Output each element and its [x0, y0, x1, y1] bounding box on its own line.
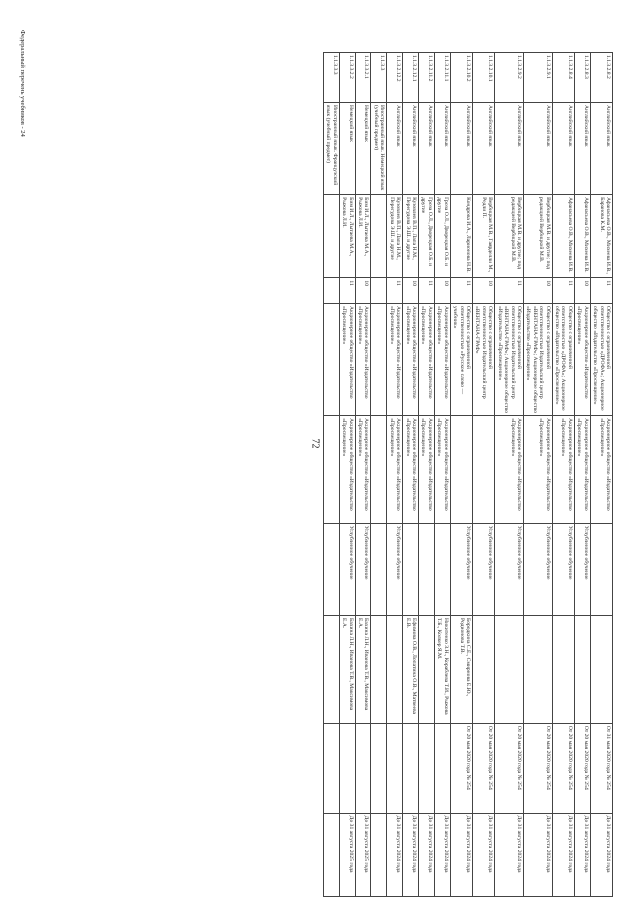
- cell-pub2: Акционерное общество «Издательство «Просвещение»: [339, 416, 355, 524]
- cell-publisher: Общество с ограниченной ответственностью Издательский центр «ВЕНТАНА-ГРАФ»: [472, 303, 494, 415]
- textbook-table: [323, 52, 613, 897]
- cell-publisher: Акционерное общество «Издательство «Просвещение»: [387, 303, 403, 415]
- cell-status: [434, 523, 450, 615]
- cell-until: До 31 августа 2024 года: [472, 813, 494, 896]
- cell-grade: 10: [403, 278, 419, 304]
- cell-status: Углубленное обучение: [495, 523, 524, 615]
- cell-publisher: Общество с ограниченной ответственностью «Русское слово — учебник»: [450, 303, 472, 415]
- table-body: [323, 53, 612, 897]
- cell-status: [323, 523, 339, 615]
- cell-pub2: [323, 416, 339, 524]
- cell-subject: Английский язык: [387, 102, 403, 194]
- cell-status: [403, 523, 419, 615]
- cell-experts: [495, 616, 524, 724]
- cell-status: Углубленное обучение: [355, 523, 371, 615]
- cell-date: От 20 мая 2020 года № 254: [450, 723, 472, 813]
- cell-experts: Бахина Л.Н., Иванова Т.В., Максимова Е.А.: [339, 616, 355, 724]
- cell-code: 1.1.3.3: [371, 53, 387, 103]
- table-row: [339, 53, 355, 897]
- cell-publisher: Общество с ограниченной ответственностью «ДРОФА»; Акционерное общество «Издательство «Просвещение»: [552, 303, 574, 415]
- cell-pub2: [371, 416, 387, 524]
- cell-grade: 11: [552, 278, 574, 304]
- table-row: [472, 53, 494, 897]
- cell-experts: [419, 616, 435, 724]
- cell-experts: [523, 616, 552, 724]
- table-row: [371, 53, 387, 897]
- cell-publisher: Общество с ограниченной ответственностью Издательский центр «ВЕНТАНА-ГРАФ»; Акционерное общество «Издательство «Просвещение»: [523, 303, 552, 415]
- cell-status: Углубленное обучение: [472, 523, 494, 615]
- table-row: [495, 53, 524, 897]
- cell-subject: Английский язык: [472, 102, 494, 194]
- cell-code: 1.1.3.2.11.2: [419, 53, 435, 103]
- cell-experts: Бородкина С.Е., Смирнова Е.Ю., Родионова Т.В.: [450, 616, 472, 724]
- cell-authors: Кузовлев В.П., Лапа Н.М., Перегудова Э.Ш. и другие: [387, 195, 403, 278]
- cell-authors: Вербицкая М.В. и другие; под редакцией Вербицкой М.В.: [495, 195, 524, 278]
- cell-grade: [323, 278, 339, 304]
- table-row: [523, 53, 552, 897]
- table-row: [450, 53, 472, 897]
- cell-code: 1.1.3.2.8.2: [590, 53, 612, 103]
- rotated-table-wrapper: [63, 52, 613, 897]
- side-title-text: Федеральный перечень учебников - 24: [19, 30, 26, 137]
- cell-publisher: Акционерное общество «Издательство «Просвещение»: [403, 303, 419, 415]
- cell-subject: Английский язык: [403, 102, 419, 194]
- cell-status: [419, 523, 435, 615]
- cell-pub2: Акционерное общество «Издательство «Просвещение»: [387, 416, 403, 524]
- cell-date: От 20 мая 2020 года № 254: [574, 723, 590, 813]
- table-row: [323, 53, 339, 897]
- cell-subject: Английский язык: [495, 102, 524, 194]
- cell-pub2: Акционерное общество «Издательство «Просвещение»: [590, 416, 612, 524]
- cell-publisher: Акционерное общество «Издательство «Просвещение»: [355, 303, 371, 415]
- cell-until: [371, 813, 387, 896]
- cell-experts: [574, 616, 590, 724]
- cell-publisher: Акционерное общество «Издательство «Просвещение»: [574, 303, 590, 415]
- cell-pub2: [472, 416, 494, 524]
- cell-date: От 20 мая 2020 года № 254: [495, 723, 524, 813]
- cell-grade: 10: [523, 278, 552, 304]
- cell-code: 1.1.3.2.12.2: [387, 53, 403, 103]
- cell-experts: [323, 616, 339, 724]
- cell-experts: Никитенко З.Н., Кораблева Т.И., Рыжова Т.Б., Колкер Я.М.: [434, 616, 450, 724]
- cell-authors: [323, 195, 339, 278]
- cell-code: 1.1.3.3.2.2: [339, 53, 355, 103]
- cell-status: Углубленное обучение: [450, 523, 472, 615]
- cell-date: [434, 723, 450, 813]
- cell-pub2: Акционерное общество «Издательство «Просвещение»: [419, 416, 435, 524]
- cell-code: 1.1.3.2.10.1: [472, 53, 494, 103]
- cell-publisher: [371, 303, 387, 415]
- cell-pub2: Акционерное общество «Издательство «Просвещение»: [523, 416, 552, 524]
- cell-experts: [387, 616, 403, 724]
- cell-publisher: Общество с ограниченной ответственностью «ДРОФА»; Акционерное общество «Издательство «Просвещение»: [590, 303, 612, 415]
- cell-authors: Гроза О.Л., Дворецкая О.Б. и другие: [419, 195, 435, 278]
- cell-subject: Английский язык: [523, 102, 552, 194]
- cell-date: [339, 723, 355, 813]
- cell-grade: 11: [339, 278, 355, 304]
- cell-experts: [371, 616, 387, 724]
- cell-authors: Кондрова И.А., Ларионова Н.В.: [450, 195, 472, 278]
- cell-status: [371, 523, 387, 615]
- cell-until: До 31 августа 2025 года: [339, 813, 355, 896]
- cell-authors: Вербицкая М.В., Гаярделли М., Редли П.: [472, 195, 494, 278]
- cell-grade: 11: [495, 278, 524, 304]
- cell-until: До 31 августа 2024 года: [552, 813, 574, 896]
- table-row: [403, 53, 419, 897]
- cell-authors: Гроза О.Л., Дворецкая О.Б. и другие: [434, 195, 450, 278]
- cell-status: Углубленное обучение: [339, 523, 355, 615]
- table-row: [434, 53, 450, 897]
- cell-subject: Немецкий язык: [339, 102, 355, 194]
- cell-pub2: Акционерное общество «Издательство «Просвещение»: [403, 416, 419, 524]
- cell-until: До 31 августа 2024 года: [403, 813, 419, 896]
- cell-code: 1.1.3.2.10.2: [450, 53, 472, 103]
- cell-code: 1.1.3.3.2.1: [355, 53, 371, 103]
- table-row: [552, 53, 574, 897]
- cell-until: До 31 августа 2024 года: [434, 813, 450, 896]
- cell-grade: 11: [590, 278, 612, 304]
- cell-grade: [371, 278, 387, 304]
- cell-pub2: Акционерное общество «Издательство «Просвещение»: [355, 416, 371, 524]
- cell-date: [371, 723, 387, 813]
- table-row: [590, 53, 612, 897]
- cell-grade: 11: [419, 278, 435, 304]
- cell-code: 1.1.3.2.9.1: [523, 53, 552, 103]
- cell-subject: Английский язык: [590, 102, 612, 194]
- cell-status: Углубленное обучение: [387, 523, 403, 615]
- cell-date: [387, 723, 403, 813]
- cell-until: До 31 августа 2024 года: [419, 813, 435, 896]
- cell-pub2: Акционерное общество «Издательство «Просвещение»: [574, 416, 590, 524]
- cell-date: [323, 723, 339, 813]
- cell-status: Углубленное обучение: [552, 523, 574, 615]
- cell-authors: Афанасьева О.В., Михеева И.В.: [574, 195, 590, 278]
- cell-pub2: [450, 416, 472, 524]
- cell-until: До 31 августа 2024 года: [523, 813, 552, 896]
- cell-date: От 20 мая 2020 года № 254: [523, 723, 552, 813]
- cell-code: 1.1.3.2.12.1: [403, 53, 419, 103]
- side-title: [6, 30, 30, 890]
- page-number: 72: [309, 438, 321, 449]
- cell-authors: Афанасьева О.В., Михеева И.В., Баранова К.М.: [590, 195, 612, 278]
- cell-authors: Вербицкая М.В. и другие; под редакцией Вербицкой М.В.: [523, 195, 552, 278]
- table-row: [419, 53, 435, 897]
- table-row: [387, 53, 403, 897]
- cell-publisher: Общество с ограниченной ответственностью Издательский центр «ВЕНТАНА-ГРАФ»; Акционерное общество «Издательство «Просвещение»: [495, 303, 524, 415]
- cell-until: До 31 августа 2024 года: [590, 813, 612, 896]
- cell-pub2: Акционерное общество «Издательство «Просвещение»: [495, 416, 524, 524]
- cell-code: 1.1.3.3.3: [323, 53, 339, 103]
- cell-date: [355, 723, 371, 813]
- cell-publisher: [323, 303, 339, 415]
- cell-until: До 31 августа 2024 года: [450, 813, 472, 896]
- cell-date: [403, 723, 419, 813]
- cell-date: [419, 723, 435, 813]
- cell-subject: Английский язык: [434, 102, 450, 194]
- cell-subject: Английский язык: [450, 102, 472, 194]
- cell-subject: Иностранный язык. Немецкий язык (учебный предмет): [371, 102, 387, 194]
- cell-experts: [590, 616, 612, 724]
- cell-publisher: Акционерное общество «Издательство «Просвещение»: [339, 303, 355, 415]
- cell-experts: Ефимова О.В., Лопатина О.В., Матвеева Е.В.: [403, 616, 419, 724]
- cell-status: Углубленное обучение: [574, 523, 590, 615]
- cell-subject: Английский язык: [574, 102, 590, 194]
- cell-grade: 10: [355, 278, 371, 304]
- cell-authors: Бим И.Л., Лытаева М.А., Рыжова Л.И.: [339, 195, 355, 278]
- cell-grade: 11: [450, 278, 472, 304]
- cell-grade: 11: [387, 278, 403, 304]
- table-row: [355, 53, 371, 897]
- cell-grade: 10: [574, 278, 590, 304]
- cell-grade: 10: [472, 278, 494, 304]
- cell-until: [323, 813, 339, 896]
- cell-date: От 31 мая 2020 года № 254: [590, 723, 612, 813]
- cell-code: 1.1.3.2.8.3: [574, 53, 590, 103]
- cell-subject: Немецкий язык: [355, 102, 371, 194]
- cell-experts: [552, 616, 574, 724]
- cell-pub2: Акционерное общество «Издательство «Просвещение»: [552, 416, 574, 524]
- cell-subject: Английский язык: [419, 102, 435, 194]
- cell-publisher: Акционерное общество «Издательство «Просвещение»: [434, 303, 450, 415]
- table-row: [574, 53, 590, 897]
- cell-pub2: Акционерное общество «Издательство «Просвещение»: [434, 416, 450, 524]
- cell-subject: Иностранный язык. Французский язык (учебный предмет): [323, 102, 339, 194]
- cell-authors: Бим И.Л., Лытаева М.А., Рыжова Л.И.: [355, 195, 371, 278]
- cell-until: До 31 августа 2024 года: [574, 813, 590, 896]
- cell-publisher: Акционерное общество «Издательство «Просвещение»: [419, 303, 435, 415]
- cell-code: 1.1.3.2.11.1: [434, 53, 450, 103]
- cell-authors: Кузовлев В.П., Лапа Н.М., Перегудова Э.Ш. и другие: [403, 195, 419, 278]
- cell-date: От 20 мая 2020 года № 254: [552, 723, 574, 813]
- cell-experts: Бахина Л.Н., Иванова Т.В., Максимова Е.А.: [355, 616, 371, 724]
- cell-until: До 31 августа 2025 года: [355, 813, 371, 896]
- cell-subject: Английский язык: [552, 102, 574, 194]
- cell-until: До 31 августа 2024 года: [495, 813, 524, 896]
- cell-status: Углубленное обучение: [523, 523, 552, 615]
- cell-authors: Афанасьева О.В., Михеева И.В.: [552, 195, 574, 278]
- cell-until: До 31 августа 2024 года: [387, 813, 403, 896]
- cell-date: От 20 мая 2020 года № 254: [472, 723, 494, 813]
- cell-authors: [371, 195, 387, 278]
- cell-grade: 10: [434, 278, 450, 304]
- cell-status: [590, 523, 612, 615]
- cell-experts: [472, 616, 494, 724]
- cell-code: 1.1.3.2.9.2: [495, 53, 524, 103]
- cell-code: 1.1.3.2.8.4: [552, 53, 574, 103]
